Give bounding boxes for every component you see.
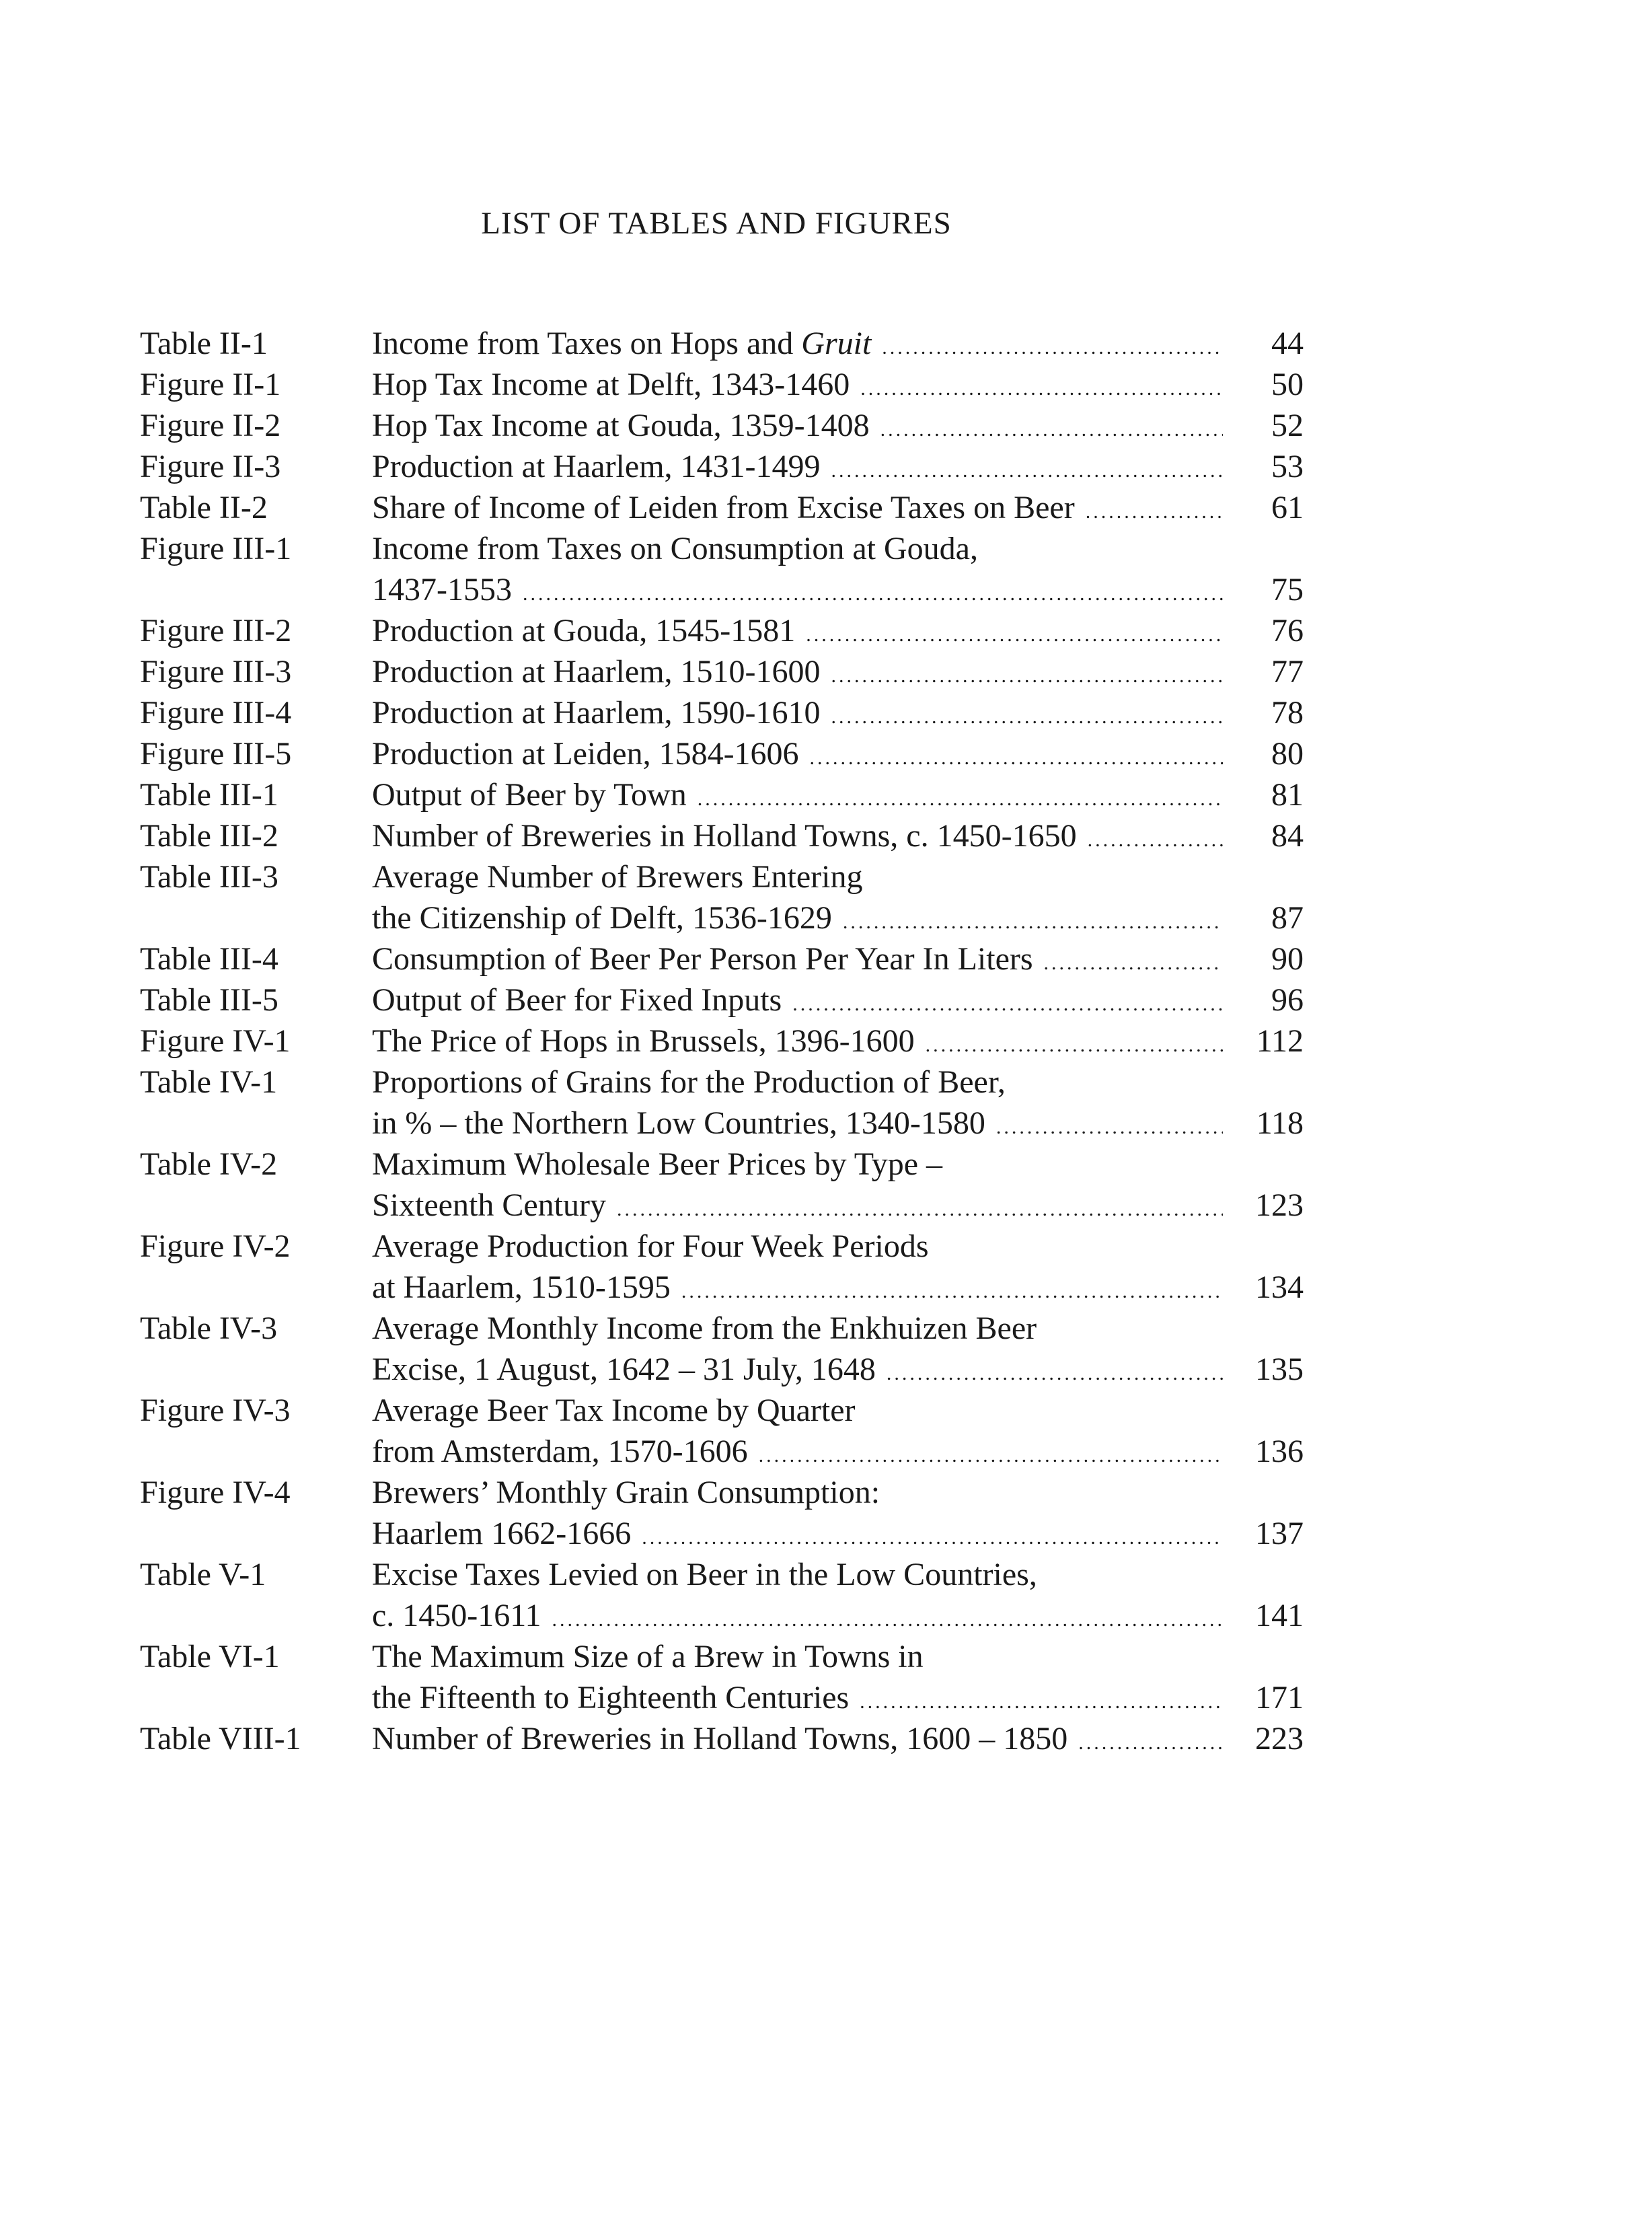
toc-entry-page-number: 80	[1271, 736, 1304, 772]
toc-entry-line	[140, 815, 1304, 856]
toc-entry-line	[140, 1349, 1304, 1390]
toc-entry-line	[140, 1718, 1304, 1759]
toc-entry-page-number: 61	[1271, 490, 1304, 525]
toc-entry-title: Production at Haarlem, 1590-1610	[372, 695, 821, 731]
toc-entry-page-number: 137	[1255, 1516, 1304, 1551]
toc-entry-title: Average Production for Four Week Periods	[372, 1228, 929, 1264]
toc-entry-line	[140, 651, 1304, 692]
toc-entry	[140, 651, 1304, 692]
toc-entry-title: at Haarlem, 1510-1595	[372, 1269, 671, 1305]
toc-entry-title: Number of Breweries in Holland Towns, c. 1450-1650	[372, 818, 1077, 854]
toc-entry-title: the Fifteenth to Eighteenth Centuries	[372, 1680, 850, 1715]
page-title: LIST OF TABLES AND FIGURES	[481, 206, 952, 241]
toc-entry	[140, 1021, 1304, 1062]
toc-entry-title: Proportions of Grains for the Production of Beer,	[372, 1064, 1006, 1100]
toc-entry-line	[140, 446, 1304, 487]
toc-entry-line	[140, 1308, 1304, 1349]
dot-leader	[1078, 1722, 1223, 1763]
dot-leader	[860, 368, 1223, 409]
toc-entry	[140, 1718, 1304, 1759]
toc-entry-line	[140, 405, 1304, 446]
toc-entry	[140, 938, 1304, 979]
toc-entry-title: Production at Gouda, 1545-1581	[372, 613, 796, 649]
toc-entry-title: Excise Taxes Levied on Beer in the Low Countries,	[372, 1557, 1037, 1592]
toc-entry-line	[140, 1595, 1304, 1636]
toc-entry-page-number: 171	[1255, 1680, 1304, 1715]
toc-entry-page-number: 52	[1271, 408, 1304, 443]
toc-entry-label: Figure II-1	[140, 367, 281, 402]
toc-entry-page-number: 87	[1271, 900, 1304, 936]
toc-entry-title: Maximum Wholesale Beer Prices by Type –	[372, 1146, 943, 1182]
toc-entry-title: Output of Beer by Town	[372, 777, 687, 813]
toc-entry-line	[140, 692, 1304, 733]
toc-entry-label: Table II-1	[140, 326, 268, 361]
toc-entry-line	[140, 1472, 1304, 1513]
toc-entry-line	[140, 1062, 1304, 1103]
toc-entry-label: Figure III-5	[140, 736, 292, 772]
toc-entry	[140, 323, 1304, 364]
toc-entry-page-number: 96	[1271, 982, 1304, 1018]
toc-entry-page-number: 136	[1255, 1434, 1304, 1469]
dot-leader	[523, 573, 1223, 614]
toc-entry-label: Figure IV-3	[140, 1393, 291, 1428]
toc-entry-title: Output of Beer for Fixed Inputs	[372, 982, 782, 1018]
toc-entry-page-number: 84	[1271, 818, 1304, 854]
toc-entry-label: Figure IV-2	[140, 1228, 291, 1264]
toc-entry-page-number: 50	[1271, 367, 1304, 402]
toc-entry-label: Table VI-1	[140, 1639, 280, 1674]
toc-entry-page-number: 141	[1255, 1598, 1304, 1633]
toc-entry-page-number: 76	[1271, 613, 1304, 649]
toc-entry-label: Figure II-2	[140, 408, 281, 443]
toc-entry-label: Table II-2	[140, 490, 268, 525]
toc-entry-line	[140, 1185, 1304, 1226]
toc-entry-title: Income from Taxes on Consumption at Gouda,	[372, 531, 978, 566]
toc-entry-line	[140, 1021, 1304, 1062]
dot-leader	[1088, 819, 1223, 860]
toc-entry	[140, 528, 1304, 610]
toc-entry-line	[140, 323, 1304, 364]
toc-entry	[140, 1062, 1304, 1144]
toc-entry-title: Number of Breweries in Holland Towns, 1600 – 1850	[372, 1721, 1068, 1756]
dot-leader	[806, 614, 1223, 655]
toc-entry-line	[140, 1431, 1304, 1472]
toc-entry-label: Figure IV-4	[140, 1475, 291, 1510]
toc-entry-line	[140, 938, 1304, 979]
dot-leader	[860, 1681, 1223, 1722]
dot-leader	[642, 1517, 1223, 1558]
toc-entry	[140, 1308, 1304, 1390]
toc-entry-label: Table III-1	[140, 777, 278, 813]
toc-entry-label: Table III-3	[140, 859, 278, 895]
toc-entry-label: Figure II-3	[140, 449, 281, 484]
dot-leader	[810, 737, 1223, 778]
toc-entry-line	[140, 1677, 1304, 1718]
toc-entry	[140, 1390, 1304, 1472]
dot-leader	[831, 655, 1223, 696]
toc-entry-title: from Amsterdam, 1570-1606	[372, 1434, 748, 1469]
toc-entry-label: Figure III-4	[140, 695, 292, 731]
toc-entry-page-number: 118	[1256, 1105, 1304, 1141]
toc-entry-label: Table VIII-1	[140, 1721, 301, 1756]
toc-entry-line	[140, 364, 1304, 405]
toc-entry-line	[140, 1513, 1304, 1554]
toc-entry-line	[140, 610, 1304, 651]
toc-entry-line	[140, 856, 1304, 897]
toc-entry-page-number: 81	[1271, 777, 1304, 813]
toc-entry-line	[140, 897, 1304, 938]
toc-entry-title: Brewers’ Monthly Grain Consumption:	[372, 1475, 880, 1510]
toc-entry	[140, 1226, 1304, 1308]
toc-entry-label: Table IV-3	[140, 1310, 278, 1346]
toc-entry-line	[140, 1144, 1304, 1185]
toc-entry-label: Table IV-1	[140, 1064, 278, 1100]
toc-entry-line	[140, 528, 1304, 569]
toc-entry-label: Figure III-3	[140, 654, 292, 690]
toc-entry-page-number: 90	[1271, 941, 1304, 977]
dot-leader	[926, 1025, 1223, 1066]
toc-entry	[140, 692, 1304, 733]
table-of-contents	[140, 323, 1304, 1759]
toc-entry-label: Figure IV-1	[140, 1023, 291, 1059]
toc-entry-page-number: 78	[1271, 695, 1304, 731]
dot-leader	[996, 1107, 1223, 1148]
dot-leader	[831, 450, 1223, 491]
toc-entry	[140, 856, 1304, 938]
toc-entry-line	[140, 1226, 1304, 1267]
toc-entry-title: Haarlem 1662-1666	[372, 1516, 632, 1551]
toc-entry	[140, 1554, 1304, 1636]
dot-leader	[1086, 491, 1223, 532]
toc-entry-line	[140, 487, 1304, 528]
toc-entry-label: Figure III-2	[140, 613, 292, 649]
toc-entry-title: Hop Tax Income at Gouda, 1359-1408	[372, 408, 870, 443]
toc-entry	[140, 364, 1304, 405]
toc-entry-page-number: 75	[1271, 572, 1304, 607]
toc-entry-title: the Citizenship of Delft, 1536-1629	[372, 900, 832, 936]
toc-entry-title: in % – the Northern Low Countries, 1340-1580	[372, 1105, 985, 1141]
dot-leader	[882, 327, 1223, 368]
toc-entry-page-number: 112	[1256, 1023, 1304, 1059]
dot-leader	[552, 1599, 1223, 1640]
toc-entry-title: Average Number of Brewers Entering	[372, 859, 863, 895]
toc-entry-line	[140, 774, 1304, 815]
toc-entry-title: Sixteenth Century	[372, 1187, 606, 1223]
toc-entry-title: The Price of Hops in Brussels, 1396-1600	[372, 1023, 915, 1059]
dot-leader	[843, 901, 1223, 942]
toc-entry-line	[140, 1103, 1304, 1144]
toc-entry-line	[140, 569, 1304, 610]
toc-entry-page-number: 134	[1255, 1269, 1304, 1305]
toc-entry-line	[140, 979, 1304, 1021]
toc-entry-title: Average Beer Tax Income by Quarter	[372, 1393, 856, 1428]
toc-entry	[140, 405, 1304, 446]
toc-entry-line	[140, 1554, 1304, 1595]
toc-entry-title: 1437-1553	[372, 572, 512, 607]
toc-entry-page-number: 77	[1271, 654, 1304, 690]
toc-entry-label: Table III-5	[140, 982, 278, 1018]
toc-entry-title-italic: Gruit	[801, 326, 872, 361]
toc-entry	[140, 487, 1304, 528]
toc-entry	[140, 446, 1304, 487]
toc-entry-title: Excise, 1 August, 1642 – 31 July, 1648	[372, 1352, 876, 1387]
toc-entry-title: Share of Income of Leiden from Excise Taxes on Beer	[372, 490, 1075, 525]
toc-entry-title: Average Monthly Income from the Enkhuizen Beer	[372, 1310, 1037, 1346]
toc-entry-label: Table IV-2	[140, 1146, 278, 1182]
toc-entry	[140, 774, 1304, 815]
toc-entry-label: Table III-2	[140, 818, 278, 854]
toc-entry-label: Table V-1	[140, 1557, 266, 1592]
toc-entry-label: Table III-4	[140, 941, 278, 977]
toc-entry-title: Production at Leiden, 1584-1606	[372, 736, 799, 772]
toc-entry-page-number: 44	[1271, 326, 1304, 361]
dot-leader	[831, 696, 1223, 737]
toc-entry-page-number: 135	[1255, 1352, 1304, 1387]
dot-leader	[887, 1353, 1223, 1394]
dot-leader	[617, 1189, 1223, 1230]
toc-entry	[140, 1472, 1304, 1554]
toc-entry-title: c. 1450-1611	[372, 1598, 541, 1633]
toc-entry-title: The Maximum Size of a Brew in Towns in	[372, 1639, 924, 1674]
toc-entry	[140, 1636, 1304, 1718]
toc-entry	[140, 815, 1304, 856]
toc-entry	[140, 733, 1304, 774]
toc-entry	[140, 979, 1304, 1021]
toc-entry-title: Production at Haarlem, 1510-1600	[372, 654, 821, 690]
dot-leader	[698, 778, 1223, 819]
toc-entry-line	[140, 733, 1304, 774]
toc-entry-title: Income from Taxes on Hops and Gruit	[372, 326, 872, 361]
toc-entry-page-number: 123	[1255, 1187, 1304, 1223]
dot-leader	[681, 1271, 1223, 1312]
toc-entry-page-number: 223	[1255, 1721, 1304, 1756]
dot-leader	[759, 1435, 1223, 1476]
toc-entry	[140, 1144, 1304, 1226]
toc-entry	[140, 610, 1304, 651]
toc-entry-label: Figure III-1	[140, 531, 292, 566]
dot-leader	[1044, 942, 1223, 984]
toc-entry-title: Consumption of Beer Per Person Per Year In Liters	[372, 941, 1033, 977]
toc-entry-line	[140, 1636, 1304, 1677]
toc-entry-page-number: 53	[1271, 449, 1304, 484]
toc-entry-line	[140, 1390, 1304, 1431]
dot-leader	[880, 409, 1223, 450]
toc-entry-title: Hop Tax Income at Delft, 1343-1460	[372, 367, 850, 402]
toc-entry-line	[140, 1267, 1304, 1308]
toc-entry-title: Production at Haarlem, 1431-1499	[372, 449, 821, 484]
dot-leader	[792, 984, 1223, 1025]
